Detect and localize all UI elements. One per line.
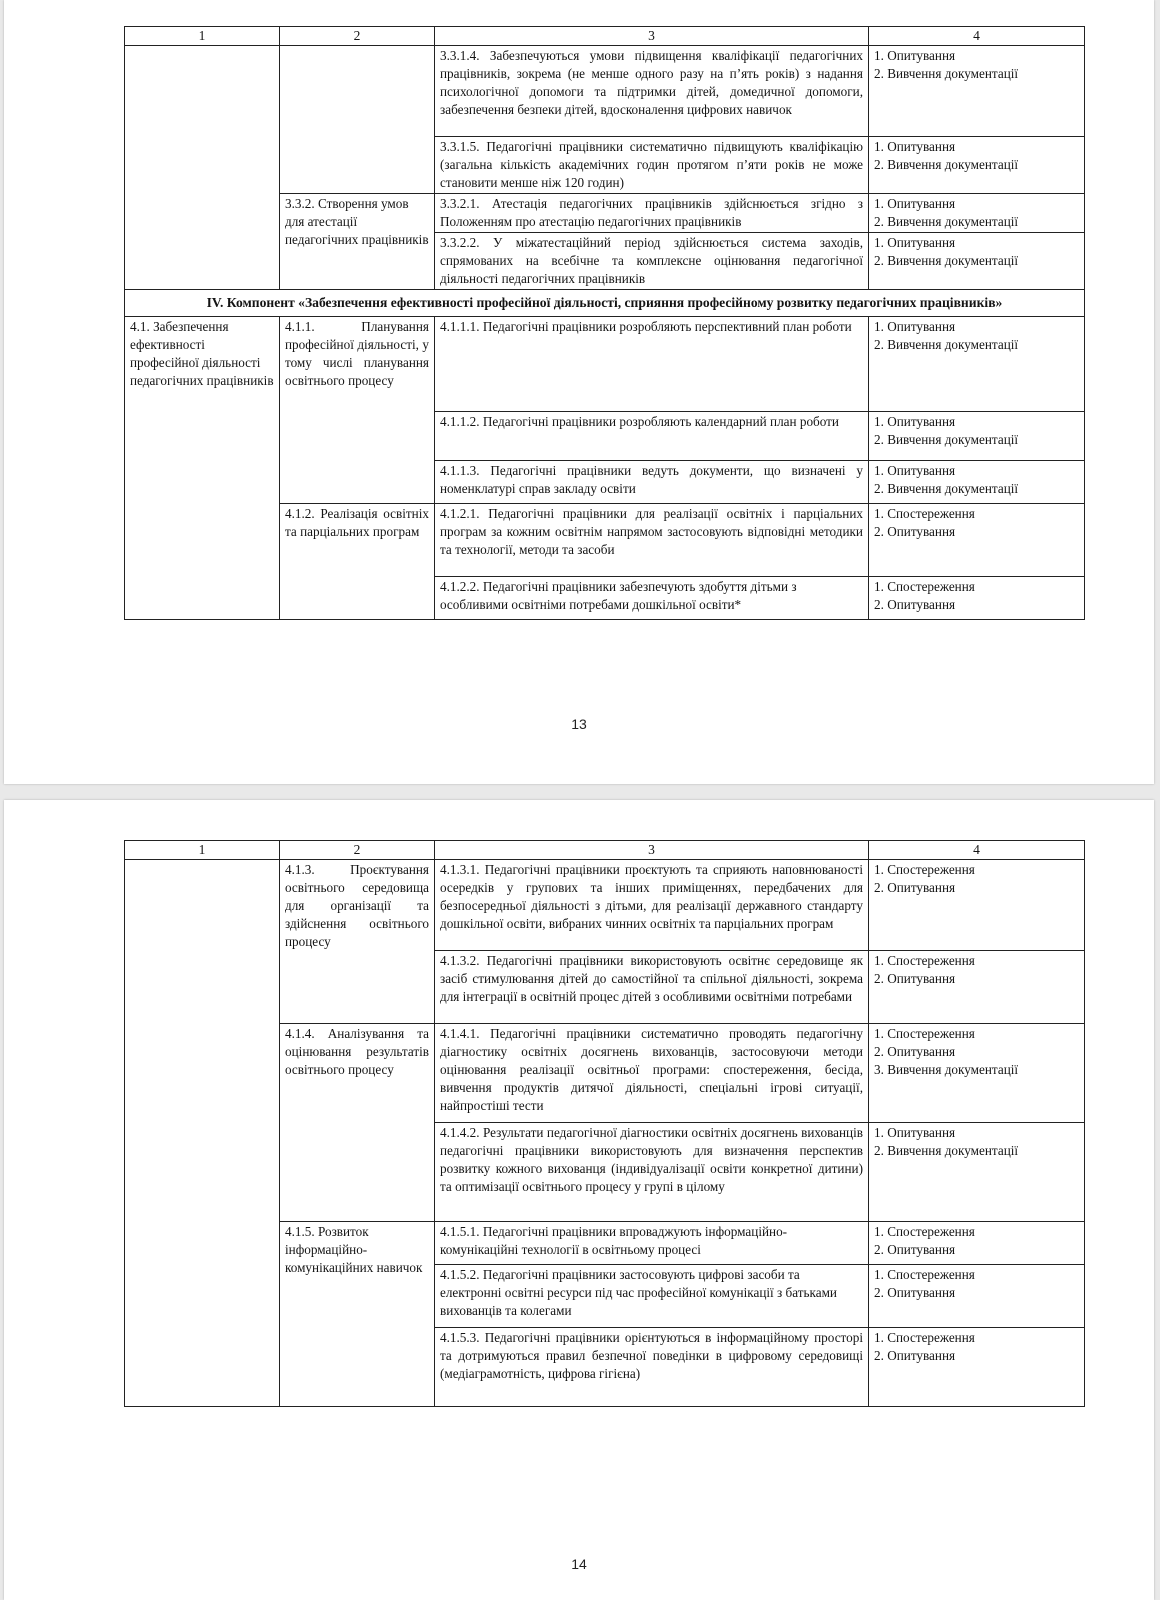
method-item: 1. Опитування (874, 139, 956, 154)
method-item: 2. Опитування (874, 1044, 956, 1059)
methods-cell (869, 46, 1085, 137)
methods-cell (869, 1222, 1085, 1265)
method-item: 1. Опитування (874, 1125, 956, 1140)
method-item: 1. Спостереження (874, 1224, 975, 1239)
criterion-cell: 4.1.3.2. Педагогічні працівники використовують освітнє середовище як засіб стимулювання дітей до самостійної та спільної діяльності, зокрема для інтеграції в освітній процес дітей з особливими освітніми потребами (435, 951, 869, 1024)
column-number: 1 (125, 27, 280, 46)
method-item: 1. Опитування (874, 463, 956, 478)
column-number: 4 (869, 841, 1085, 860)
requirement-cell: 4.1.2. Реалізація освітніх та парціальних програм (280, 504, 435, 620)
methods-cell (869, 860, 1085, 951)
table-header-row (125, 841, 1085, 860)
methods-cell (869, 317, 1085, 412)
criterion-cell: 4.1.1.1. Педагогічні працівники розробляють перспективний план роботи (435, 317, 869, 412)
method-item: 2. Опитування (874, 1348, 956, 1363)
column-number: 4 (869, 27, 1085, 46)
methods-cell (869, 194, 1085, 233)
requirement-cell: 4.1.5. Розвиток інформаційно-комунікаційних навичок (280, 1222, 435, 1407)
method-item: 2. Вивчення документації (874, 157, 1019, 172)
column-number: 2 (280, 27, 435, 46)
method-item: 2. Вивчення документації (874, 481, 1019, 496)
page-number: 13 (571, 716, 587, 732)
column-number: 3 (435, 841, 869, 860)
document-page-14 (4, 800, 1154, 1600)
criteria-table (124, 26, 1085, 620)
requirement-cell: 4.1.1. Планування професійної діяльності, у тому числі планування освітнього процесу (280, 317, 435, 504)
method-item: 2. Вивчення документації (874, 432, 1019, 447)
methods-cell (869, 1265, 1085, 1328)
method-item: 1. Спостереження (874, 1026, 975, 1041)
method-item: 1. Спостереження (874, 506, 975, 521)
requirement-cell (280, 46, 435, 194)
methods-cell (869, 1123, 1085, 1222)
method-item: 2. Опитування (874, 597, 956, 612)
methods-cell (869, 461, 1085, 504)
page-number: 14 (571, 1556, 587, 1572)
criterion-cell: 4.1.2.1. Педагогічні працівники для реалізації освітніх і парціальних програм за кожним освітнім напрямом застосовують відповідні методики та технології, методи та засоби (435, 504, 869, 577)
criterion-cell: 3.3.2.1. Атестація педагогічних працівників здійснюється згідно з Положенням про атестацію педагогічних працівників (435, 194, 869, 233)
method-item: 1. Опитування (874, 319, 956, 334)
area-cell: 4.1. Забезпечення ефективності професійної діяльності педагогічних працівників (125, 317, 280, 620)
criterion-cell: 3.3.1.5. Педагогічні працівники систематично підвищують кваліфікацію (загальна кількість академічних годин протягом п’яти років не може становити менше ніж 120 годин) (435, 137, 869, 194)
criterion-cell: 4.1.5.1. Педагогічні працівники впроваджують інформаційно-комунікаційні технології в освітньому процесі (435, 1222, 869, 1265)
methods-cell (869, 504, 1085, 577)
methods-cell (869, 1328, 1085, 1407)
criterion-cell: 4.1.4.2. Результати педагогічної діагностики освітніх досягнень вихованців педагогічні працівники використовують для визначення перспектив розвитку кожного вихованця (індивідуалізації освіти конкретної дитини) та оптимізації освітнього процесу у групі в цілому (435, 1123, 869, 1222)
method-item: 1. Опитування (874, 196, 956, 211)
methods-cell (869, 233, 1085, 290)
criterion-cell: 4.1.3.1. Педагогічні працівники проєктують та сприяють наповнюваності осередків у групових та інших приміщеннях, передбачених для безпосередньої діяльності з дітьми, для реалізації державного стандарту дошкільної освіти, вибраних чинних освітніх та парціальних програм (435, 860, 869, 951)
criterion-cell: 4.1.1.2. Педагогічні працівники розробляють календарний план роботи (435, 412, 869, 461)
method-item: 1. Опитування (874, 414, 956, 429)
area-cell (125, 46, 280, 290)
methods-cell (869, 577, 1085, 620)
criterion-cell: 4.1.4.1. Педагогічні працівники систематично проводять педагогічну діагностику освітніх досягнень вихованців, застосовуючи методи оцінювання реалізації освітньої програми: спостереження, бесіда, вивчення продуктів дитячої діяльності, спеціальні ігрові ситуації, найпростіші тести (435, 1024, 869, 1123)
methods-cell (869, 412, 1085, 461)
method-item: 3. Вивчення документації (874, 1062, 1019, 1077)
table-row (125, 317, 1085, 412)
method-item: 2. Вивчення документації (874, 214, 1019, 229)
column-number: 2 (280, 841, 435, 860)
methods-cell (869, 137, 1085, 194)
method-item: 2. Опитування (874, 1285, 956, 1300)
method-item: 2. Опитування (874, 1242, 956, 1257)
page-separator (0, 784, 1160, 800)
method-item: 2. Вивчення документації (874, 253, 1019, 268)
method-item: 2. Опитування (874, 524, 956, 539)
component-heading: IV. Компонент «Забезпечення ефективності професійної діяльності, сприяння професійному розвитку педагогічних працівників» (125, 290, 1085, 317)
column-number: 1 (125, 841, 280, 860)
method-item: 2. Опитування (874, 880, 956, 895)
method-item: 1. Опитування (874, 235, 956, 250)
table-header-row (125, 27, 1085, 46)
method-item: 2. Опитування (874, 971, 956, 986)
methods-cell (869, 951, 1085, 1024)
method-item: 1. Спостереження (874, 1330, 975, 1345)
method-item: 1. Спостереження (874, 579, 975, 594)
criterion-cell: 3.3.2.2. У міжатестаційний період здійснюється система заходів, спрямованих на всебічне та комплексне оцінювання педагогічної діяльності педагогічних працівників (435, 233, 869, 290)
criterion-cell: 4.1.1.3. Педагогічні працівники ведуть документи, що визначені у номенклатурі справ закладу освіти (435, 461, 869, 504)
method-item: 2. Вивчення документації (874, 66, 1019, 81)
method-item: 1. Спостереження (874, 862, 975, 877)
method-item: 1. Опитування (874, 48, 956, 63)
requirement-cell: 4.1.4. Аналізування та оцінювання результатів освітнього процесу (280, 1024, 435, 1222)
requirement-cell: 4.1.3. Проєктування освітнього середовища для організації та здійснення освітнього процесу (280, 860, 435, 1024)
table-row (125, 860, 1085, 951)
criteria-table (124, 840, 1085, 1407)
area-cell (125, 860, 280, 1407)
criterion-cell: 3.3.1.4. Забезпечуються умови підвищення кваліфікації педагогічних працівників, зокрема (не менше одного разу на п’ять років) з надання психологічної допомоги та підтримки дітей, домедичної допомоги, забезпечення безпеки дітей, вдосконалення цифрових навичок (435, 46, 869, 137)
criterion-cell: 4.1.5.3. Педагогічні працівники орієнтуються в інформаційному просторі та дотримуються правил безпечної поведінки в цифровому середовищі (медіаграмотність, цифрова гігієна) (435, 1328, 869, 1407)
criterion-cell: 4.1.2.2. Педагогічні працівники забезпечують здобуття дітьми з особливими освітніми потребами дошкільної освіти* (435, 577, 869, 620)
document-page-13 (4, 0, 1154, 784)
criterion-cell: 4.1.5.2. Педагогічні працівники застосовують цифрові засоби та електронні освітні ресурси під час професійної комунікації з батьками вихованців та колегами (435, 1265, 869, 1328)
requirement-cell: 3.3.2. Створення умов для атестації педагогічних працівників (280, 194, 435, 290)
method-item: 1. Спостереження (874, 1267, 975, 1282)
method-item: 1. Спостереження (874, 953, 975, 968)
method-item: 2. Вивчення документації (874, 1143, 1019, 1158)
table-row (125, 46, 1085, 137)
methods-cell (869, 1024, 1085, 1123)
component-heading-row (125, 290, 1085, 317)
method-item: 2. Вивчення документації (874, 337, 1019, 352)
column-number: 3 (435, 27, 869, 46)
